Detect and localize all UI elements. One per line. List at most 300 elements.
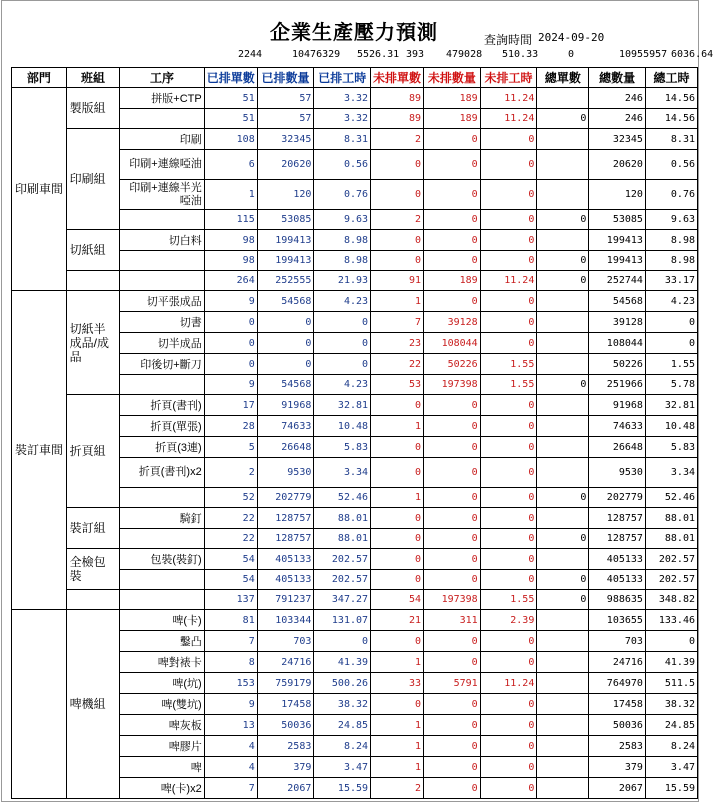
table-cell: 0	[645, 631, 697, 652]
column-header: 未排數量	[424, 68, 481, 88]
table-cell: 88.01	[314, 508, 371, 529]
table-cell: 0	[371, 230, 424, 251]
column-header: 未排工時	[480, 68, 537, 88]
table-cell	[537, 395, 589, 416]
table-cell: 128757	[257, 529, 314, 549]
table-cell: 0	[314, 354, 371, 375]
table-cell: 0	[480, 150, 537, 180]
table-cell: 81	[204, 610, 257, 631]
table-cell: 1.55	[480, 375, 537, 395]
process-cell: 啤對裱卡	[120, 652, 204, 673]
table-cell: 14.56	[645, 88, 697, 109]
table-cell	[537, 291, 589, 312]
table-cell: 1.55	[645, 354, 697, 375]
table-cell: 0	[371, 150, 424, 180]
table-cell: 199413	[257, 251, 314, 271]
table-cell: 20620	[257, 150, 314, 180]
table-cell: 26648	[589, 437, 646, 458]
table-cell: 1	[371, 416, 424, 437]
process-cell: 切白料	[120, 230, 204, 251]
table-cell: 0	[424, 549, 481, 570]
table-cell: 21.93	[314, 271, 371, 291]
table-cell: 0.76	[314, 180, 371, 210]
table-cell: 764970	[589, 673, 646, 694]
table-cell: 0	[314, 312, 371, 333]
table-cell: 32345	[589, 129, 646, 150]
table-cell: 91	[371, 271, 424, 291]
table-cell: 0	[537, 375, 589, 395]
table-cell: 32345	[257, 129, 314, 150]
table-cell: 128757	[589, 529, 646, 549]
table-cell: 2067	[589, 778, 646, 799]
table-cell: 2583	[257, 736, 314, 757]
process-cell: 啤灰板	[120, 715, 204, 736]
table-cell: 0	[371, 694, 424, 715]
table-cell: 0	[480, 129, 537, 150]
table-cell: 0	[371, 631, 424, 652]
process-cell: 切半成品	[120, 333, 204, 354]
table-cell: 5791	[424, 673, 481, 694]
group-cell: 切紙半成品/成品	[66, 291, 120, 395]
table-cell: 54	[371, 590, 424, 610]
table-cell: 108	[204, 129, 257, 150]
table-cell: 4.23	[645, 291, 697, 312]
query-date: 2024-09-20	[538, 31, 605, 44]
table-cell: 13	[204, 715, 257, 736]
table-cell: 0	[257, 354, 314, 375]
table-cell: 0	[424, 757, 481, 778]
table-cell: 0	[537, 590, 589, 610]
grand-total-value: 510.33	[502, 49, 539, 60]
table-cell: 0	[537, 251, 589, 271]
process-cell: 啤(卡)	[120, 610, 204, 631]
table-cell: 197398	[424, 590, 481, 610]
table-cell: 9530	[589, 458, 646, 488]
table-cell: 24716	[589, 652, 646, 673]
table-cell: 10.48	[645, 416, 697, 437]
group-cell	[66, 271, 120, 291]
table-cell: 0	[424, 570, 481, 590]
table-cell	[537, 230, 589, 251]
table-cell: 9.63	[645, 210, 697, 230]
table-cell: 511.5	[645, 673, 697, 694]
table-cell: 0	[537, 109, 589, 129]
table-cell: 50226	[589, 354, 646, 375]
table-cell: 8.24	[645, 736, 697, 757]
process-cell	[120, 210, 204, 230]
table-cell: 9	[204, 375, 257, 395]
table-cell: 28	[204, 416, 257, 437]
table-cell: 2067	[257, 778, 314, 799]
table-cell: 0	[424, 291, 481, 312]
process-cell	[120, 488, 204, 508]
table-cell: 5	[204, 437, 257, 458]
table-cell: 38.32	[645, 694, 697, 715]
table-cell: 0	[480, 549, 537, 570]
process-cell: 騎釘	[120, 508, 204, 529]
table-cell: 0	[480, 631, 537, 652]
table-cell: 0	[480, 180, 537, 210]
table-cell: 0	[480, 778, 537, 799]
table-cell: 0	[480, 736, 537, 757]
table-cell: 202.57	[314, 549, 371, 570]
table-cell	[537, 549, 589, 570]
table-cell: 759179	[257, 673, 314, 694]
column-header: 總工時	[645, 68, 697, 88]
table-cell: 15.59	[314, 778, 371, 799]
table-cell: 50036	[589, 715, 646, 736]
table-cell: 1.55	[480, 590, 537, 610]
table-cell	[537, 757, 589, 778]
table-cell	[537, 508, 589, 529]
column-header: 總數量	[589, 68, 646, 88]
table-cell: 89	[371, 88, 424, 109]
table-cell: 88.01	[314, 529, 371, 549]
table-cell: 0	[480, 508, 537, 529]
table-cell: 8.98	[314, 251, 371, 271]
table-cell: 311	[424, 610, 481, 631]
table-cell: 15.59	[645, 778, 697, 799]
table-cell: 2.39	[480, 610, 537, 631]
table-cell: 0	[371, 570, 424, 590]
table-cell: 2	[204, 458, 257, 488]
table-cell: 0	[424, 529, 481, 549]
process-cell: 切書	[120, 312, 204, 333]
table-cell: 0	[424, 230, 481, 251]
table-cell: 0	[480, 251, 537, 271]
group-cell: 裝訂組	[66, 508, 120, 549]
group-cell: 啤機組	[66, 610, 120, 799]
table-cell: 500.26	[314, 673, 371, 694]
table-cell: 2	[371, 778, 424, 799]
table-cell: 189	[424, 88, 481, 109]
column-header: 已排工時	[314, 68, 371, 88]
process-cell	[120, 251, 204, 271]
table-cell: 22	[204, 508, 257, 529]
table-cell: 74633	[589, 416, 646, 437]
table-cell: 0	[537, 488, 589, 508]
table-cell: 0	[371, 437, 424, 458]
table-cell: 0	[424, 652, 481, 673]
table-cell: 0	[371, 395, 424, 416]
table-cell: 33	[371, 673, 424, 694]
table-cell: 53085	[257, 210, 314, 230]
process-cell	[120, 570, 204, 590]
table-cell	[537, 715, 589, 736]
table-cell: 246	[589, 88, 646, 109]
table-cell: 0	[424, 395, 481, 416]
grand-total-value: 6036.64	[671, 49, 713, 60]
table-cell	[537, 312, 589, 333]
table-cell: 0	[371, 458, 424, 488]
table-cell: 6	[204, 150, 257, 180]
table-cell: 52.46	[645, 488, 697, 508]
table-cell	[537, 180, 589, 210]
table-cell: 2	[371, 129, 424, 150]
table-cell: 9530	[257, 458, 314, 488]
table-row	[12, 230, 698, 251]
table-cell: 0	[480, 437, 537, 458]
table-cell: 0	[480, 715, 537, 736]
group-cell: 印刷組	[66, 129, 120, 230]
table-cell: 0	[645, 312, 697, 333]
table-cell: 189	[424, 109, 481, 129]
table-cell: 9	[204, 291, 257, 312]
table-cell: 0	[424, 715, 481, 736]
department-cell	[12, 610, 67, 799]
header-row	[12, 68, 698, 88]
table-cell	[537, 631, 589, 652]
table-cell: 348.82	[645, 590, 697, 610]
column-header: 班組	[66, 68, 120, 88]
table-cell: 32.81	[314, 395, 371, 416]
table-cell: 1	[204, 180, 257, 210]
table-cell: 0	[371, 251, 424, 271]
table-cell: 39128	[589, 312, 646, 333]
table-cell: 0	[480, 230, 537, 251]
table-cell: 0	[257, 312, 314, 333]
table-cell: 88.01	[645, 529, 697, 549]
table-cell: 26648	[257, 437, 314, 458]
table-cell: 17458	[589, 694, 646, 715]
table-cell: 7	[371, 312, 424, 333]
process-cell: 印刷	[120, 129, 204, 150]
table-cell: 8.24	[314, 736, 371, 757]
table-cell: 1	[371, 488, 424, 508]
table-row	[12, 291, 698, 312]
table-cell: 131.07	[314, 610, 371, 631]
table-cell: 7	[204, 631, 257, 652]
table-cell: 0.76	[645, 180, 697, 210]
table-cell: 23	[371, 333, 424, 354]
table-cell: 0	[480, 570, 537, 590]
column-header: 已排數量	[257, 68, 314, 88]
table-cell: 9.63	[314, 210, 371, 230]
table-cell	[537, 129, 589, 150]
column-header: 部門	[12, 68, 67, 88]
pressure-table	[11, 67, 698, 799]
table-row	[12, 549, 698, 570]
table-cell: 33.17	[645, 271, 697, 291]
column-header: 總單數	[537, 68, 589, 88]
table-cell: 0.56	[314, 150, 371, 180]
table-cell: 0	[314, 333, 371, 354]
table-cell: 8.98	[645, 230, 697, 251]
table-cell: 189	[424, 271, 481, 291]
table-cell	[537, 150, 589, 180]
table-cell: 3.34	[645, 458, 697, 488]
process-cell: 折頁(單張)	[120, 416, 204, 437]
table-cell: 1	[371, 715, 424, 736]
process-cell	[120, 590, 204, 610]
process-cell	[120, 529, 204, 549]
table-cell: 91968	[589, 395, 646, 416]
table-cell: 50036	[257, 715, 314, 736]
table-cell	[537, 694, 589, 715]
process-cell: 折頁(3連)	[120, 437, 204, 458]
table-cell: 0	[537, 210, 589, 230]
grand-total-value: 0	[568, 49, 575, 60]
table-cell: 2	[371, 210, 424, 230]
process-cell: 折頁(書刊)x2	[120, 458, 204, 488]
table-cell: 4.23	[314, 375, 371, 395]
table-cell: 52.46	[314, 488, 371, 508]
table-cell: 5.78	[645, 375, 697, 395]
process-cell	[120, 109, 204, 129]
table-cell: 8.31	[314, 129, 371, 150]
table-cell: 4	[204, 757, 257, 778]
table-cell: 0	[480, 395, 537, 416]
table-cell: 0	[480, 333, 537, 354]
table-cell: 0	[314, 631, 371, 652]
table-cell: 108044	[424, 333, 481, 354]
table-cell: 0	[480, 458, 537, 488]
table-cell: 199413	[589, 251, 646, 271]
table-cell: 120	[257, 180, 314, 210]
table-cell: 54568	[257, 291, 314, 312]
grand-total-value: 10476329	[292, 49, 341, 60]
table-cell: 20620	[589, 150, 646, 180]
table-cell: 103655	[589, 610, 646, 631]
table-cell: 0	[371, 549, 424, 570]
table-cell: 0	[537, 271, 589, 291]
table-cell: 57	[257, 88, 314, 109]
query-time-label: 查詢時間	[484, 33, 533, 47]
table-row	[12, 395, 698, 416]
table-cell: 202779	[589, 488, 646, 508]
table-cell	[537, 354, 589, 375]
table-cell: 133.46	[645, 610, 697, 631]
table-cell: 8	[204, 652, 257, 673]
department-cell: 印刷車間	[12, 88, 67, 291]
table-cell: 50226	[424, 354, 481, 375]
table-cell: 379	[257, 757, 314, 778]
table-cell: 0	[480, 652, 537, 673]
table-cell: 8.98	[314, 230, 371, 251]
table-cell: 0	[480, 312, 537, 333]
group-cell: 製版組	[66, 88, 120, 129]
table-cell: 2583	[589, 736, 646, 757]
table-cell: 54	[204, 570, 257, 590]
table-cell: 0	[424, 694, 481, 715]
process-cell: 啤(卡)x2	[120, 778, 204, 799]
table-cell: 199413	[589, 230, 646, 251]
table-cell: 53	[371, 375, 424, 395]
table-cell: 202779	[257, 488, 314, 508]
department-total-row	[12, 590, 698, 610]
table-cell: 0	[424, 251, 481, 271]
table-cell: 11.24	[480, 88, 537, 109]
table-cell: 4	[204, 736, 257, 757]
table-cell: 11.24	[480, 271, 537, 291]
process-cell: 啤膠片	[120, 736, 204, 757]
table-cell: 0	[424, 778, 481, 799]
table-cell: 22	[204, 529, 257, 549]
table-cell: 128757	[589, 508, 646, 529]
table-cell	[537, 778, 589, 799]
table-cell: 0	[204, 354, 257, 375]
table-cell: 3.32	[314, 88, 371, 109]
table-cell	[537, 652, 589, 673]
table-row	[12, 88, 698, 109]
table-cell: 405133	[589, 570, 646, 590]
table-cell: 0	[424, 437, 481, 458]
table-cell: 3.32	[314, 109, 371, 129]
table-cell: 98	[204, 251, 257, 271]
table-cell: 3.34	[314, 458, 371, 488]
table-cell: 0	[537, 570, 589, 590]
table-cell: 98	[204, 230, 257, 251]
department-total-row	[12, 271, 698, 291]
process-cell	[120, 271, 204, 291]
table-cell: 74633	[257, 416, 314, 437]
table-cell: 89	[371, 109, 424, 129]
table-cell: 5.83	[314, 437, 371, 458]
table-cell: 988635	[589, 590, 646, 610]
table-cell: 0	[645, 333, 697, 354]
table-cell: 0	[371, 529, 424, 549]
table-cell: 51	[204, 88, 257, 109]
table-row	[12, 508, 698, 529]
table-cell: 0	[424, 736, 481, 757]
table-cell	[537, 333, 589, 354]
table-cell: 41.39	[314, 652, 371, 673]
table-cell: 1	[371, 757, 424, 778]
process-cell	[120, 375, 204, 395]
grand-total-value: 2244	[238, 49, 263, 60]
table-cell: 53085	[589, 210, 646, 230]
table-cell: 24.85	[645, 715, 697, 736]
table-cell	[537, 736, 589, 757]
table-cell: 0	[480, 757, 537, 778]
table-cell: 0	[424, 150, 481, 180]
table-cell: 379	[589, 757, 646, 778]
table-cell: 0	[424, 416, 481, 437]
process-cell: 包裝(裝釘)	[120, 549, 204, 570]
table-cell: 21	[371, 610, 424, 631]
table-cell	[537, 437, 589, 458]
table-cell: 32.81	[645, 395, 697, 416]
table-cell: 202.57	[645, 570, 697, 590]
table-cell: 703	[589, 631, 646, 652]
process-cell: 切平張成品	[120, 291, 204, 312]
table-cell: 202.57	[314, 570, 371, 590]
column-header: 未排單數	[371, 68, 424, 88]
table-cell: 0	[424, 488, 481, 508]
table-cell: 0	[204, 333, 257, 354]
table-cell: 202.57	[645, 549, 697, 570]
grand-total-value: 393	[406, 49, 425, 60]
table-cell: 11.24	[480, 673, 537, 694]
department-cell: 裝訂車間	[12, 291, 67, 610]
table-cell: 5.83	[645, 437, 697, 458]
table-cell: 0	[424, 508, 481, 529]
table-cell: 54	[204, 549, 257, 570]
table-cell: 14.56	[645, 109, 697, 129]
table-cell: 0	[424, 129, 481, 150]
table-cell: 1	[371, 652, 424, 673]
table-cell: 10.48	[314, 416, 371, 437]
table-cell: 347.27	[314, 590, 371, 610]
table-cell: 41.39	[645, 652, 697, 673]
group-cell: 切紙組	[66, 230, 120, 271]
table-cell: 405133	[257, 570, 314, 590]
table-cell: 0	[480, 291, 537, 312]
table-cell: 199413	[257, 230, 314, 251]
table-cell: 0	[480, 529, 537, 549]
table-cell: 3.47	[314, 757, 371, 778]
table-row	[12, 129, 698, 150]
